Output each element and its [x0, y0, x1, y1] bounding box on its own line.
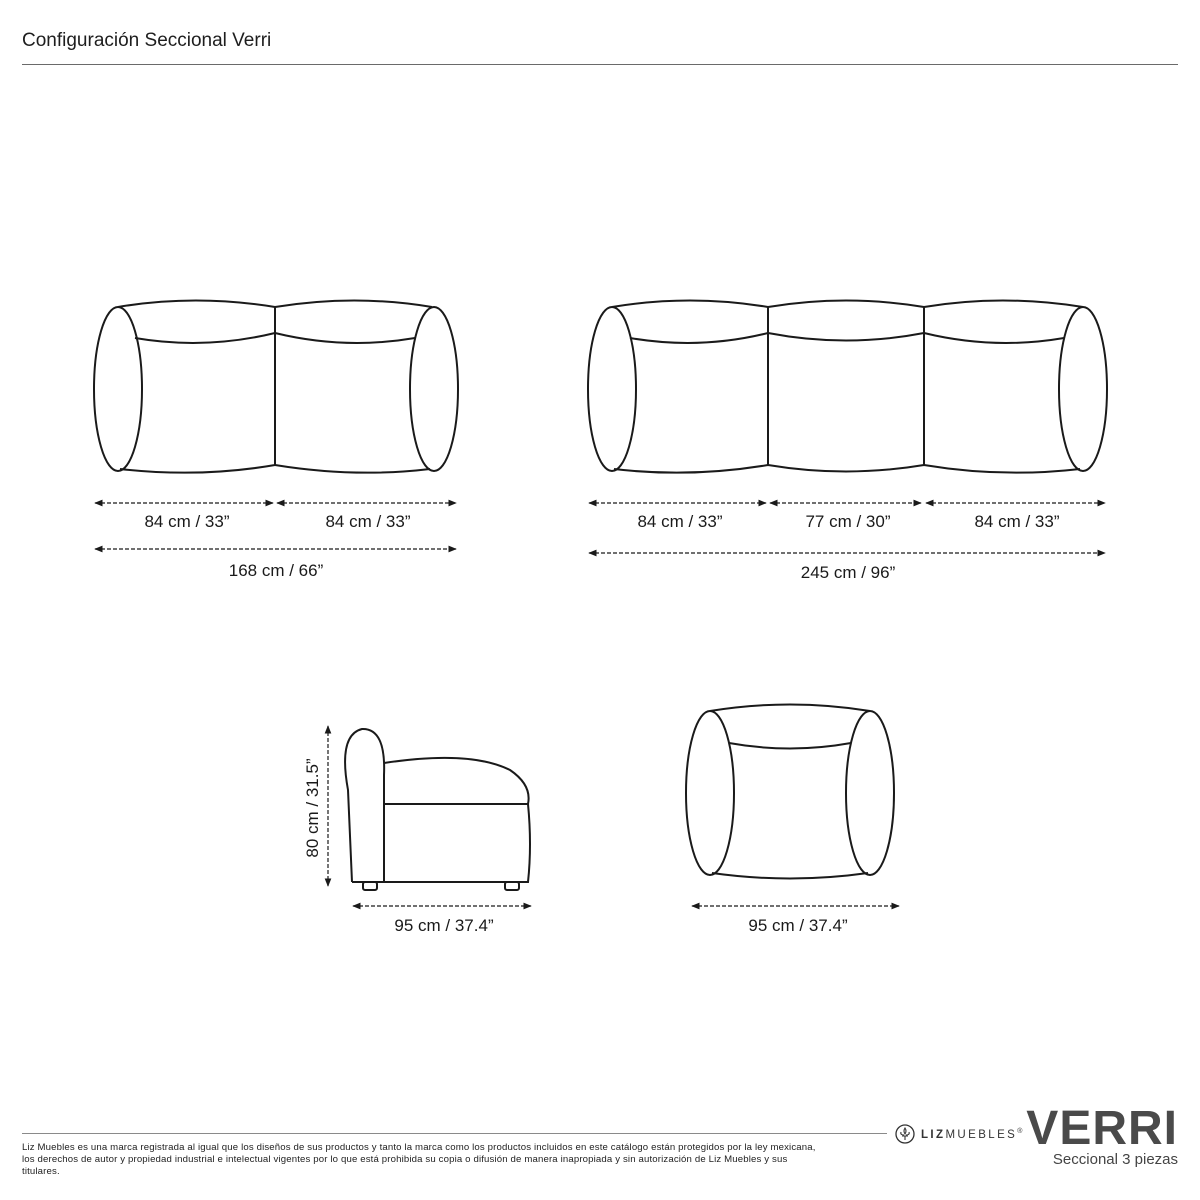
- back-rest: [729, 743, 851, 749]
- right-arm: [410, 307, 458, 471]
- right-arm: [846, 711, 894, 875]
- footer-rule: [22, 1133, 887, 1134]
- dim-label-three-seg-1: 84 cm / 33”: [637, 512, 723, 531]
- left-arm: [686, 711, 734, 875]
- back-foot: [363, 882, 377, 890]
- seat-cushion-front: [352, 804, 530, 882]
- right-back-rest: [275, 333, 415, 343]
- dim-label-three-total: 245 cm / 96”: [800, 563, 896, 582]
- front-foot: [505, 882, 519, 890]
- fleur-de-lis-icon: [895, 1124, 915, 1144]
- dim-label-side-depth: 95 cm / 37.4”: [394, 916, 494, 935]
- product-name: VERRI: [1026, 1102, 1178, 1155]
- bottom-line: [614, 465, 1080, 473]
- bottom-line: [712, 873, 868, 879]
- seat-cushion-top: [384, 758, 529, 804]
- right-arm: [1059, 307, 1107, 471]
- dim-label-side-height: 80 cm / 31.5”: [303, 758, 322, 858]
- back-rest: [630, 333, 1064, 343]
- single-piece-sofa: [686, 705, 894, 879]
- left-arm: [94, 307, 142, 471]
- left-arm: [588, 307, 636, 471]
- dim-label-two-seg-2: 84 cm / 33”: [325, 512, 411, 531]
- page-title: Configuración Seccional Verri: [22, 30, 272, 51]
- dim-label-three-seg-2: 77 cm / 30”: [805, 512, 891, 531]
- side-view-sofa: [345, 729, 530, 890]
- back-top: [612, 301, 1083, 308]
- dim-label-single-width: 95 cm / 37.4”: [748, 916, 848, 935]
- right-seat-outline: [275, 301, 432, 473]
- brand-logo: [895, 1124, 1025, 1144]
- three-piece-sofa: [588, 301, 1107, 473]
- backrest-profile: [345, 729, 384, 882]
- legal-notice: Liz Muebles es una marca registrada al igual que los diseños de sus productos y tanto la marca como los productos incluidos en este catálogo están protegidos por la ley mexicana, los derechos de autor y propiedad industrial e intelectual vigentes por lo que está prohibida su copia o difusión de manera inapropiada y sin autorización de Liz Muebles y sus titulares.: [22, 1142, 816, 1178]
- dim-label-three-seg-3: 84 cm / 33”: [974, 512, 1060, 531]
- two-piece-sofa: [94, 301, 458, 473]
- brand-name: LIZMUEBLES®: [921, 1127, 1025, 1141]
- dim-label-two-total: 168 cm / 66”: [228, 561, 324, 580]
- product-subtitle: Seccional 3 piezas: [1052, 1151, 1178, 1168]
- dim-label-two-seg-1: 84 cm / 33”: [144, 512, 230, 531]
- back-top: [710, 705, 870, 712]
- left-back-rest: [135, 333, 275, 343]
